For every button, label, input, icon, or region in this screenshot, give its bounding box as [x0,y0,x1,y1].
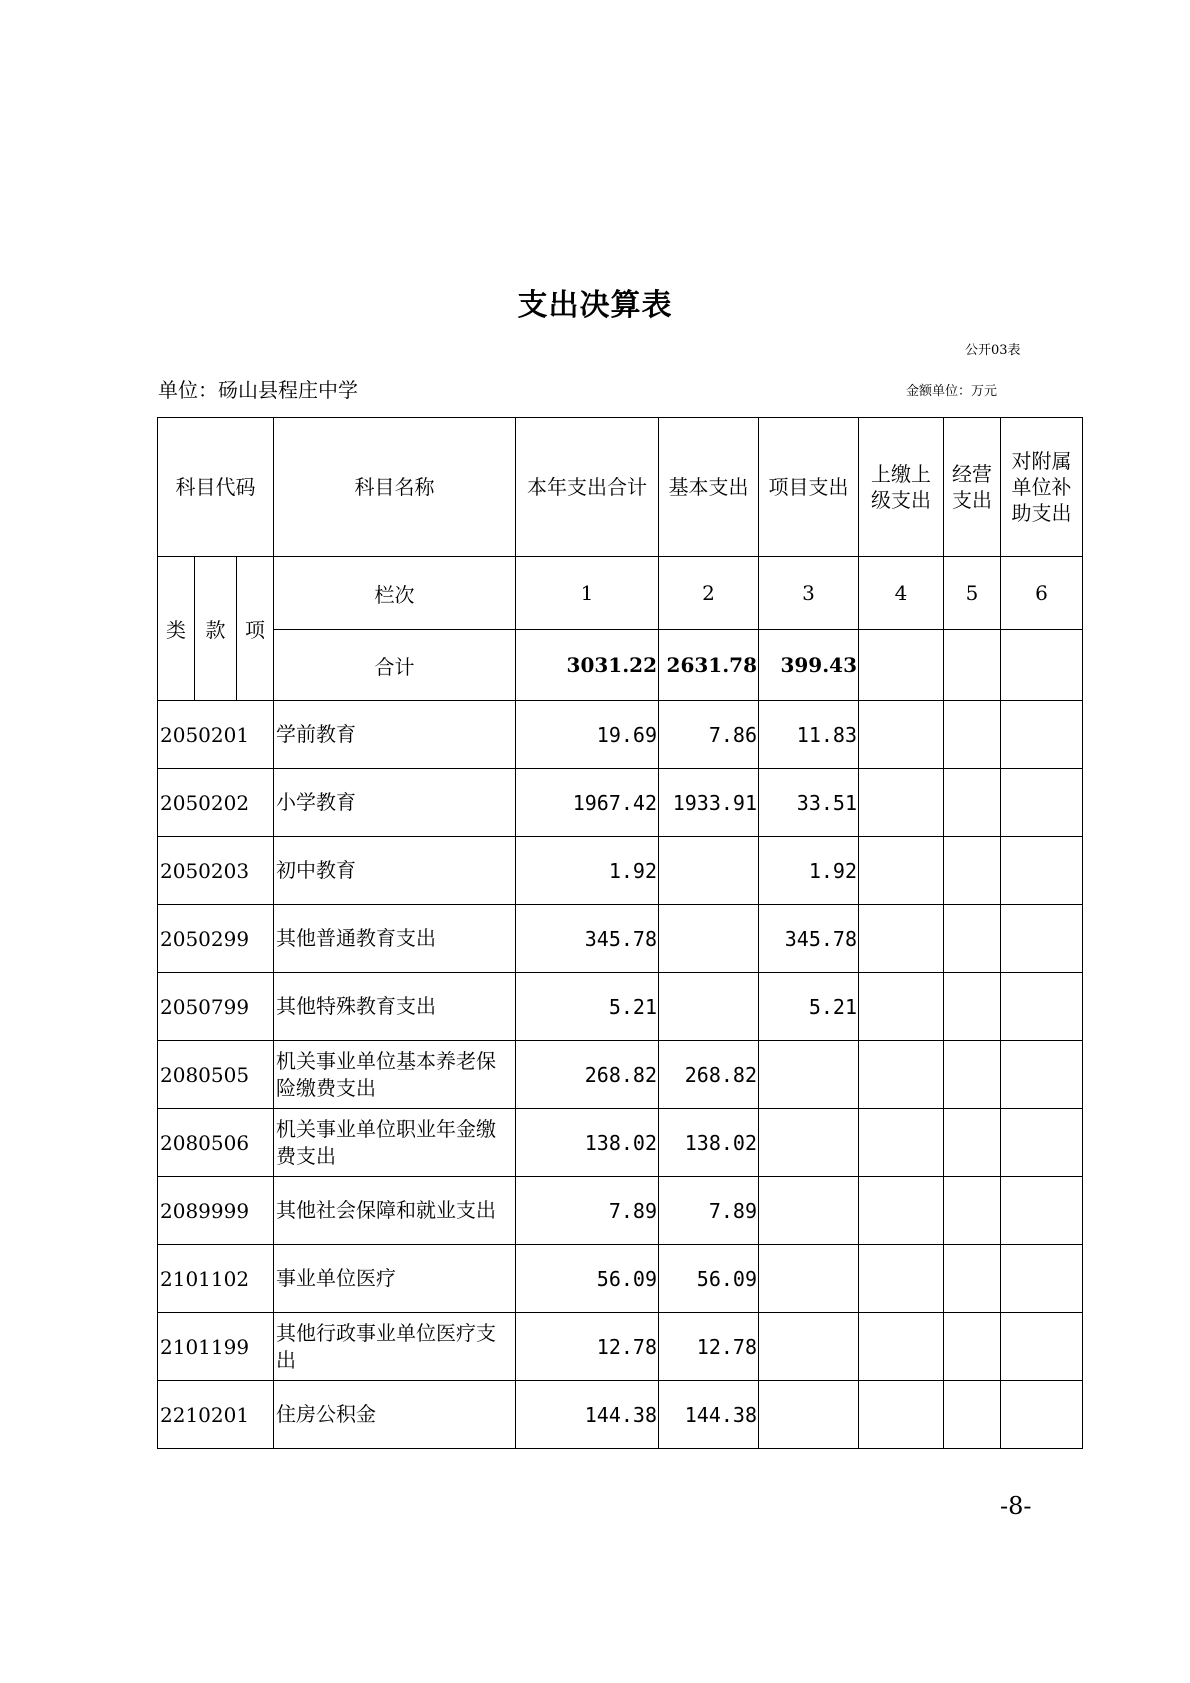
row-name: 学前教育 [274,701,516,769]
row-business [944,701,1001,769]
column-label: 栏次 [274,557,516,630]
row-basic [659,905,759,973]
table-row [158,701,1083,769]
col-number-6: 6 [1001,557,1083,630]
row-name: 其他社会保障和就业支出 [274,1177,516,1245]
table-row [158,1177,1083,1245]
row-project [759,1109,859,1177]
row-name: 住房公积金 [274,1381,516,1449]
col-number-3: 3 [759,557,859,630]
row-subsidy [1001,701,1083,769]
total-subsidy [1001,630,1083,701]
row-total: 138.02 [516,1109,659,1177]
row-name: 其他普通教育支出 [274,905,516,973]
row-code: 2050203 [158,837,274,905]
row-code: 2050201 [158,701,274,769]
row-project [759,1381,859,1449]
table-row [158,1041,1083,1109]
row-project [759,1177,859,1245]
header-subsidy: 对附属单位补助支出 [1001,418,1083,557]
row-project: 33.51 [759,769,859,837]
header-row [158,418,1083,557]
row-name: 机关事业单位基本养老保险缴费支出 [274,1041,516,1109]
col-number-5: 5 [944,557,1001,630]
row-business [944,1041,1001,1109]
row-basic: 268.82 [659,1041,759,1109]
row-business [944,837,1001,905]
header-project: 项目支出 [759,418,859,557]
unit-label: 单位：砀山县程庄中学 [158,378,358,402]
row-subsidy [1001,837,1083,905]
row-subsidy [1001,1109,1083,1177]
table-row [158,837,1083,905]
row-upper [859,1381,944,1449]
total-label: 合计 [274,630,516,701]
header-code: 科目代码 [158,418,274,557]
row-upper [859,1313,944,1381]
total-sum: 3031.22 [516,630,659,701]
row-total: 56.09 [516,1245,659,1313]
row-total: 345.78 [516,905,659,973]
col-number-1: 1 [516,557,659,630]
table-row [158,1245,1083,1313]
row-total: 12.78 [516,1313,659,1381]
row-project [759,1313,859,1381]
row-basic: 144.38 [659,1381,759,1449]
row-project: 345.78 [759,905,859,973]
row-upper [859,701,944,769]
row-upper [859,905,944,973]
row-business [944,905,1001,973]
row-total: 1.92 [516,837,659,905]
row-business [944,769,1001,837]
row-code: 2210201 [158,1381,274,1449]
total-project: 399.43 [759,630,859,701]
row-name: 小学教育 [274,769,516,837]
expenditure-table [157,417,1083,1449]
row-subsidy [1001,1041,1083,1109]
page-number: -8- [1000,1492,1032,1520]
row-business [944,1177,1001,1245]
row-basic: 56.09 [659,1245,759,1313]
amount-unit-label: 金额单位：万元 [906,384,998,399]
row-upper [859,769,944,837]
header-name: 科目名称 [274,418,516,557]
header-kuan: 款 [195,557,237,701]
row-upper [859,1109,944,1177]
row-upper [859,973,944,1041]
row-code: 2080506 [158,1109,274,1177]
row-code: 2080505 [158,1041,274,1109]
row-upper [859,1041,944,1109]
row-subsidy [1001,769,1083,837]
row-basic: 1933.91 [659,769,759,837]
header-xiang: 项 [237,557,274,701]
row-code: 2050299 [158,905,274,973]
row-project [759,1245,859,1313]
table-row [158,1109,1083,1177]
row-business [944,1313,1001,1381]
row-total: 268.82 [516,1041,659,1109]
total-upper [859,630,944,701]
row-name: 事业单位医疗 [274,1245,516,1313]
row-name: 其他行政事业单位医疗支出 [274,1313,516,1381]
row-name: 其他特殊教育支出 [274,973,516,1041]
header-total: 本年支出合计 [516,418,659,557]
header-upper: 上缴上级支出 [859,418,944,557]
row-total: 19.69 [516,701,659,769]
column-number-row [158,557,1083,630]
col-number-2: 2 [659,557,759,630]
row-subsidy [1001,1245,1083,1313]
row-subsidy [1001,905,1083,973]
row-project: 11.83 [759,701,859,769]
row-project [759,1041,859,1109]
row-subsidy [1001,1177,1083,1245]
row-basic: 7.89 [659,1177,759,1245]
total-business [944,630,1001,701]
page-title: 支出决算表 [517,288,673,323]
row-business [944,1245,1001,1313]
table-row [158,905,1083,973]
row-total: 1967.42 [516,769,659,837]
total-basic: 2631.78 [659,630,759,701]
table-row [158,973,1083,1041]
table-row [158,769,1083,837]
table-row [158,1381,1083,1449]
row-basic [659,973,759,1041]
row-total: 144.38 [516,1381,659,1449]
form-number: 公开03表 [965,343,1021,358]
row-name: 机关事业单位职业年金缴费支出 [274,1109,516,1177]
row-subsidy [1001,1381,1083,1449]
row-upper [859,837,944,905]
row-total: 7.89 [516,1177,659,1245]
table-row [158,1313,1083,1381]
row-upper [859,1177,944,1245]
row-code: 2101199 [158,1313,274,1381]
col-number-4: 4 [859,557,944,630]
row-project: 5.21 [759,973,859,1041]
header-basic: 基本支出 [659,418,759,557]
row-project: 1.92 [759,837,859,905]
row-name: 初中教育 [274,837,516,905]
row-subsidy [1001,973,1083,1041]
row-basic [659,837,759,905]
row-upper [859,1245,944,1313]
row-code: 2050799 [158,973,274,1041]
row-business [944,1381,1001,1449]
header-business: 经营支出 [944,418,1001,557]
row-code: 2050202 [158,769,274,837]
total-row [158,630,1083,701]
row-basic: 138.02 [659,1109,759,1177]
row-basic: 12.78 [659,1313,759,1381]
row-basic: 7.86 [659,701,759,769]
header-lei: 类 [158,557,195,701]
row-subsidy [1001,1313,1083,1381]
row-business [944,1109,1001,1177]
row-code: 2101102 [158,1245,274,1313]
row-business [944,973,1001,1041]
row-code: 2089999 [158,1177,274,1245]
row-total: 5.21 [516,973,659,1041]
